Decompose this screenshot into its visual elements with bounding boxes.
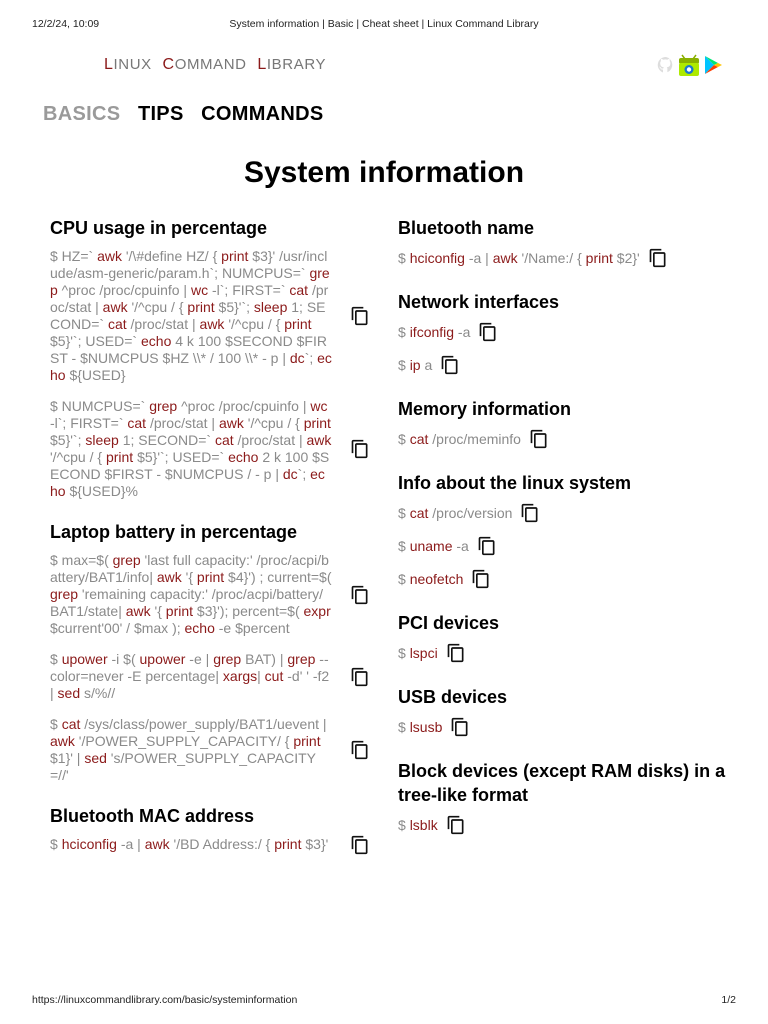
command-segment: '/POWER_SUPPLY_CAPACITY/ { <box>74 733 294 749</box>
command-keyword[interactable]: neofetch <box>409 570 464 587</box>
section-title: Info about the linux system <box>398 473 632 493</box>
command-segment: a <box>420 356 433 373</box>
command-keyword[interactable]: sed <box>84 750 107 766</box>
command-text <box>50 552 332 636</box>
command-snippet[interactable] <box>398 643 728 663</box>
command-snippet[interactable] <box>398 569 728 589</box>
fdroid-icon[interactable] <box>677 52 701 78</box>
section-title: Memory information <box>398 399 572 419</box>
section <box>50 520 370 784</box>
command-segment: '/Name:/ { <box>517 249 586 266</box>
section-title: Bluetooth name <box>398 218 535 238</box>
command-text <box>398 817 438 834</box>
site-logo[interactable] <box>104 56 332 74</box>
command-segment: $5}'`; USED=` <box>133 449 229 465</box>
section <box>398 216 728 268</box>
command-segment: $2}' <box>612 249 640 266</box>
command-segment: -l`; FIRST=` <box>50 415 128 431</box>
command-segment: '/^cpu / { <box>50 449 106 465</box>
command-text <box>50 651 329 701</box>
command-keyword[interactable]: print <box>274 836 302 852</box>
command-segment: $ <box>50 651 62 667</box>
command-segment: $ <box>398 644 410 661</box>
command-text <box>398 645 438 662</box>
command-keyword[interactable]: upower <box>139 651 186 667</box>
command-segment: 's/POWER_SUPPLY_CAPACITY=//' <box>50 750 317 783</box>
command-keyword[interactable]: wc <box>190 282 209 298</box>
command-keyword[interactable]: print <box>187 299 215 315</box>
copy-icon[interactable] <box>446 643 466 663</box>
command-text <box>50 716 327 783</box>
section <box>398 397 728 449</box>
command-segment: -a | <box>464 249 493 266</box>
command-snippet[interactable] <box>398 248 728 268</box>
command-segment: $3}' /usr/include/asm-generic/param.h`; NUMCPUS=` <box>50 248 328 281</box>
section <box>398 685 728 737</box>
command-segment: 'last full capacity:' /proc/acpi/battery/BAT1/info| <box>50 552 329 585</box>
command-text <box>50 248 332 383</box>
command-keyword[interactable]: grep <box>213 651 242 667</box>
command-keyword[interactable]: wc <box>310 398 328 414</box>
command-segment: /proc/stat | <box>50 282 329 315</box>
command-segment: -d' ' -f2| <box>50 668 330 701</box>
logo-letter: L <box>257 56 267 73</box>
command-segment: /sys/class/power_supply/BAT1/uevent | <box>80 716 327 732</box>
command-segment: `; <box>297 466 311 482</box>
command-keyword[interactable]: awk <box>306 432 332 448</box>
command-keyword[interactable]: dc <box>282 466 298 482</box>
command-snippet[interactable] <box>398 322 728 342</box>
command-keyword[interactable]: print <box>585 249 613 266</box>
command-keyword[interactable]: upower <box>61 651 108 667</box>
copy-icon[interactable] <box>648 248 668 268</box>
command-keyword[interactable]: echo <box>141 333 172 349</box>
copy-icon[interactable] <box>350 585 370 605</box>
command-segment: 2 k 100 $SECOND $FIRST - $NUMCPUS / - p | <box>50 449 330 482</box>
command-segment: $ <box>50 716 62 732</box>
command-segment: 1; SECOND=` <box>118 432 215 448</box>
command-segment: | <box>257 668 265 684</box>
print-url: https://linuxcommandlibrary.com/basic/systeminformation <box>32 994 298 1006</box>
command-segment: `; <box>304 350 318 366</box>
command-segment: -a <box>454 323 471 340</box>
command-segment: '/\#define HZ/ { <box>121 248 222 264</box>
copy-icon[interactable] <box>520 503 540 523</box>
command-keyword[interactable]: grep <box>50 586 79 602</box>
command-segment: $5}'`; <box>214 299 254 315</box>
left-column <box>50 216 370 873</box>
logo-letter: C <box>162 56 175 73</box>
command-keyword[interactable]: print <box>165 603 194 619</box>
command-keyword[interactable]: grep <box>112 552 141 568</box>
copy-icon[interactable] <box>440 355 460 375</box>
command-segment: '/^cpu / { <box>243 415 304 431</box>
command-keyword[interactable]: dc <box>289 350 305 366</box>
command-snippet[interactable] <box>398 355 728 375</box>
command-segment: 'remaining capacity:' /proc/acpi/battery/BAT1/state| <box>50 586 324 619</box>
command-keyword[interactable]: echo <box>184 620 215 636</box>
section-title: PCI devices <box>398 613 500 633</box>
command-text <box>398 431 521 448</box>
command-keyword[interactable]: echo <box>50 350 332 383</box>
right-column <box>398 216 728 857</box>
copy-icon[interactable] <box>477 536 497 556</box>
command-keyword[interactable]: cut <box>264 668 284 684</box>
command-keyword[interactable]: lsusb <box>409 718 443 735</box>
command-segment: $ HZ=` <box>50 248 98 264</box>
command-segment: $ <box>398 504 410 521</box>
command-segment: -a | <box>116 836 145 852</box>
copy-icon[interactable] <box>478 322 498 342</box>
section <box>398 290 728 375</box>
copy-icon[interactable] <box>471 569 491 589</box>
command-text <box>398 324 470 341</box>
command-segment: /proc/meminfo <box>428 430 521 447</box>
command-segment: /proc/version <box>428 504 513 521</box>
top-nav <box>43 103 336 126</box>
copy-icon[interactable] <box>450 717 470 737</box>
section-title: CPU usage in percentage <box>50 218 268 238</box>
copy-icon[interactable] <box>446 815 466 835</box>
command-keyword[interactable]: echo <box>50 466 325 499</box>
command-segment: '{ <box>181 569 197 585</box>
command-text <box>398 505 512 522</box>
command-segment: ${USED}% <box>65 483 138 499</box>
command-segment: '/BD Address:/ { <box>169 836 275 852</box>
command-text <box>398 719 442 736</box>
command-segment: $ <box>398 570 410 587</box>
command-keyword[interactable]: awk <box>102 299 128 315</box>
command-segment: '{ <box>150 603 166 619</box>
command-keyword[interactable]: awk <box>218 415 244 431</box>
command-keyword[interactable]: awk <box>492 249 518 266</box>
command-snippet[interactable] <box>398 536 728 556</box>
command-segment: ^proc /proc/cpuinfo | <box>57 282 191 298</box>
command-keyword[interactable]: lspci <box>409 644 438 661</box>
command-segment: $1}' | <box>50 750 85 766</box>
copy-icon[interactable] <box>350 740 370 760</box>
command-segment: $3}' <box>301 836 329 852</box>
command-segment: $ <box>398 430 410 447</box>
command-segment: -a <box>452 537 469 554</box>
command-snippet[interactable] <box>50 552 370 637</box>
command-text <box>50 836 328 852</box>
command-keyword[interactable]: awk <box>156 569 182 585</box>
command-segment: $5}'`; <box>50 432 86 448</box>
nav-basics[interactable]: BASICS <box>43 103 121 125</box>
command-keyword[interactable]: cat <box>214 432 234 448</box>
command-segment: '/^cpu / { <box>127 299 188 315</box>
command-keyword[interactable]: hciconfig <box>61 836 117 852</box>
command-keyword[interactable]: print <box>303 415 331 431</box>
command-segment: ${USED} <box>65 367 126 383</box>
command-keyword[interactable]: awk <box>97 248 122 264</box>
section <box>398 471 728 589</box>
logo-word: OMMAND <box>174 56 247 73</box>
command-segment: s/%// <box>80 685 116 701</box>
command-keyword[interactable]: echo <box>228 449 259 465</box>
command-keyword[interactable]: awk <box>144 836 170 852</box>
logo-letter: L <box>104 56 114 73</box>
copy-icon[interactable] <box>350 306 370 326</box>
command-text <box>50 398 331 499</box>
nav-tips[interactable]: TIPS <box>137 103 184 125</box>
command-segment: $4}') ; current=$( <box>224 569 332 585</box>
section <box>50 804 370 853</box>
command-segment: $ <box>398 356 410 373</box>
command-keyword[interactable]: lsblk <box>409 816 438 833</box>
command-text <box>398 250 640 267</box>
command-snippet[interactable] <box>398 815 728 835</box>
command-snippet[interactable] <box>398 503 728 523</box>
command-segment: BAT) | <box>241 651 288 667</box>
section-title: Bluetooth MAC address <box>50 806 255 826</box>
command-keyword[interactable]: uname <box>409 537 453 554</box>
command-keyword[interactable]: hciconfig <box>409 249 465 266</box>
command-keyword[interactable]: awk <box>199 316 225 332</box>
page-title: System information <box>243 156 525 189</box>
command-segment: ^proc /proc/cpuinfo | <box>177 398 311 414</box>
command-keyword[interactable]: cat <box>289 282 309 298</box>
section <box>398 611 728 663</box>
command-keyword[interactable]: cat <box>107 316 127 332</box>
logo-word: IBRARY <box>266 56 327 73</box>
command-keyword[interactable]: print <box>284 316 312 332</box>
command-keyword[interactable]: grep <box>287 651 316 667</box>
command-keyword[interactable]: xargs <box>222 668 258 684</box>
command-segment: '/^cpu / { <box>224 316 285 332</box>
command-snippet[interactable] <box>50 651 370 702</box>
command-keyword[interactable]: print <box>105 449 134 465</box>
command-text <box>398 571 463 588</box>
command-keyword[interactable]: print <box>293 733 321 749</box>
command-keyword[interactable]: ip <box>409 356 421 373</box>
command-keyword[interactable]: sed <box>57 685 81 701</box>
command-segment: $ <box>398 537 410 554</box>
print-date: 12/2/24, 10:09 <box>32 18 100 30</box>
command-segment: $ NUMCPUS=` <box>50 398 150 414</box>
command-keyword[interactable]: grep <box>50 265 330 298</box>
section-title: USB devices <box>398 687 508 707</box>
section <box>398 759 728 835</box>
command-snippet[interactable] <box>50 716 370 784</box>
command-segment: 4 k 100 $SECOND $FIRST - $NUMCPUS $HZ \\* / 100 \\* - p | <box>50 333 327 366</box>
google-play-icon[interactable] <box>703 52 723 78</box>
command-segment: /proc/stat | <box>126 316 200 332</box>
command-segment: $ <box>398 323 410 340</box>
command-segment: --color=never -E percentage| <box>50 651 329 684</box>
command-keyword[interactable]: awk <box>125 603 151 619</box>
command-keyword[interactable]: sleep <box>253 299 288 315</box>
command-segment: /proc/stat | <box>146 415 219 431</box>
page-number: 1/2 <box>721 994 736 1006</box>
section-title: Network interfaces <box>398 292 560 312</box>
command-segment: $ max=$( <box>50 552 113 568</box>
command-segment: $5}'`; USED=` <box>50 333 141 349</box>
command-segment: -l`; FIRST=` <box>208 282 290 298</box>
command-keyword[interactable]: awk <box>50 733 75 749</box>
github-icon[interactable] <box>655 52 677 78</box>
command-segment: $current'00' / $max ); <box>50 620 185 636</box>
command-segment: $ <box>398 718 410 735</box>
copy-icon[interactable] <box>350 667 370 687</box>
command-segment: 1; SECOND=` <box>50 299 326 332</box>
section <box>50 216 370 500</box>
command-segment: $ <box>398 816 410 833</box>
command-segment: $3}'); percent=$( <box>193 603 304 619</box>
command-keyword[interactable]: grep <box>149 398 178 414</box>
command-keyword[interactable]: sleep <box>85 432 119 448</box>
command-keyword[interactable]: print <box>196 569 225 585</box>
command-keyword[interactable]: cat <box>409 504 429 521</box>
command-segment: -e | <box>185 651 214 667</box>
command-segment: $ <box>50 836 62 852</box>
nav-commands[interactable]: COMMANDS <box>201 103 324 125</box>
command-segment: /proc/stat | <box>233 432 307 448</box>
command-text <box>398 357 432 374</box>
section-title: Laptop battery in percentage <box>50 522 298 542</box>
print-title: System information | Basic | Cheat sheet | Linux Command Library <box>229 18 539 30</box>
command-keyword[interactable]: cat <box>127 415 147 431</box>
command-keyword[interactable]: print <box>221 248 249 264</box>
copy-icon[interactable] <box>350 835 370 855</box>
command-keyword[interactable]: cat <box>409 430 429 447</box>
command-snippet[interactable] <box>50 248 370 384</box>
command-segment: $ <box>398 249 410 266</box>
logo-word: INUX <box>113 56 152 73</box>
command-text <box>398 538 469 555</box>
command-segment: -e $percent <box>214 620 290 636</box>
command-snippet[interactable] <box>50 398 370 500</box>
command-keyword[interactable]: cat <box>61 716 81 732</box>
section-title: Block devices (except RAM disks) in a tree-like format <box>398 761 726 805</box>
command-keyword[interactable]: ifconfig <box>409 323 455 340</box>
copy-icon[interactable] <box>350 439 370 459</box>
command-segment: -i $( <box>107 651 140 667</box>
copy-icon[interactable] <box>529 429 549 449</box>
command-keyword[interactable]: expr <box>303 603 331 619</box>
command-snippet[interactable] <box>398 717 728 737</box>
command-snippet[interactable] <box>398 429 728 449</box>
command-snippet[interactable] <box>50 836 370 853</box>
